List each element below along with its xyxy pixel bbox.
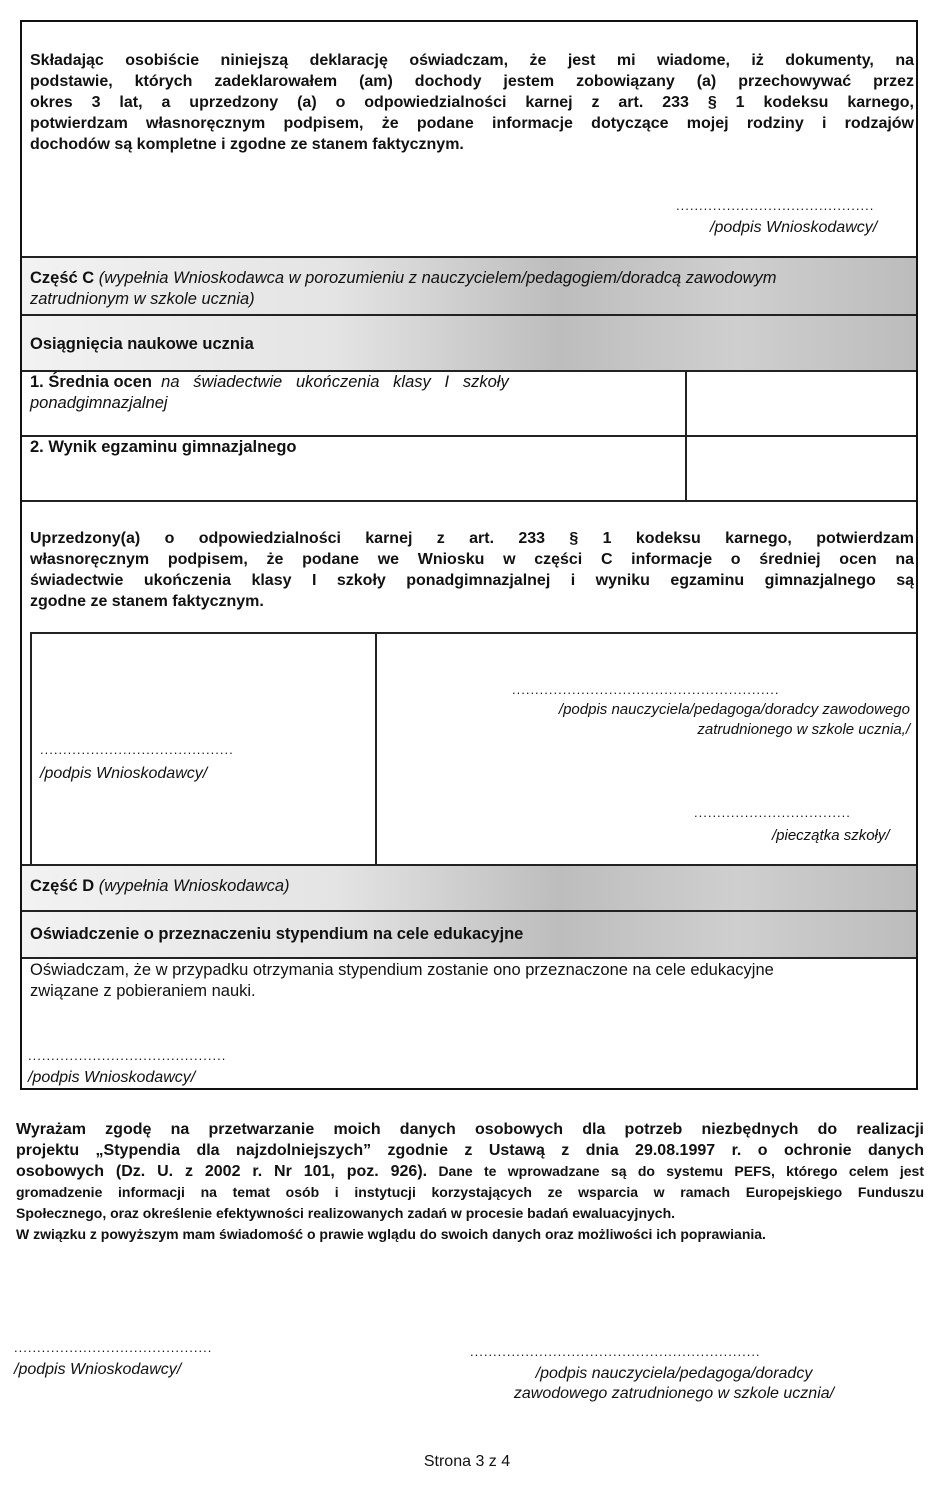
- declaration-line: Składając osobiście niniejszą deklarację oświadczam, że jest mi wiadome, iż dokumenty, na: [30, 52, 914, 69]
- rule-d-3: [22, 957, 916, 959]
- statement-line: zgodne ze stanem faktycznym.: [30, 593, 264, 610]
- item1-bold: 1. Średnia ocen: [30, 373, 152, 391]
- page-number: Strona 3 z 4: [423, 1453, 511, 1470]
- declaration-signature-label: /podpis Wnioskodawcy/: [710, 219, 878, 236]
- bottom-applicant-signature-line: ...........................................: [14, 1340, 213, 1355]
- declaration-line: dochodów są kompletne i zgodne ze stanem faktycznym.: [30, 136, 464, 153]
- section-c-label: Część C: [30, 269, 95, 287]
- consent-small-line: gromadzenie informacji na temat osób i instytucji korzystających ze wsparcia w ramach Europejskiego Funduszu: [16, 1184, 924, 1200]
- section-d-label: Część D: [30, 877, 95, 895]
- section-d-signature-label: /podpis Wnioskodawcy/: [28, 1069, 196, 1086]
- section-c-subtitle: (wypełnia Wnioskodawca w porozumieniu z nauczycielem/pedagogiem/doradcą zawodowym: [94, 269, 777, 287]
- rule-d-1: [22, 864, 916, 866]
- applicant-signature-label: /podpis Wnioskodawcy/: [40, 765, 208, 782]
- school-stamp-label: /pieczątka szkoły/: [772, 827, 890, 844]
- section-d-heading: Oświadczenie o przeznaczeniu stypendium na cele edukacyjne: [30, 925, 524, 943]
- section-d-text: [30, 960, 914, 1002]
- rule-sig-left: [30, 632, 32, 864]
- bottom-teacher-signature-line: ...............................................................: [470, 1344, 761, 1359]
- rule-c-4: [22, 500, 916, 502]
- achievements-heading: Osiągnięcia naukowe ucznia: [30, 335, 254, 353]
- rule-c-1: [22, 314, 916, 316]
- section-c-subtitle-2: zatrudnionym w szkole ucznia): [30, 290, 255, 308]
- bottom-teacher-signature-line1: /podpis nauczyciela/pedagoga/doradcy: [535, 1365, 813, 1382]
- consent-small-line: W związku z powyższym mam świadomość o prawie wglądu do swoich danych oraz możliwości ich poprawiania.: [16, 1226, 766, 1242]
- bottom-teacher-signature-line2: zawodowego zatrudnionego w szkole ucznia/: [513, 1385, 835, 1402]
- statement-line: Uprzedzony(a) o odpowiedzialności karnej z art. 233 § 1 kodeksu karnego, potwierdzam: [30, 530, 914, 547]
- school-stamp-line: ..................................: [694, 805, 851, 820]
- consent-line: projektu „Stypendia dla najzdolniejszych” zgodnie z Ustawą z dnia 29.08.1997 r. o ochronie danych: [16, 1142, 924, 1159]
- item1-line2: ponadgimnazjalnej: [30, 394, 168, 412]
- consent-line: Wyrażam zgodę na przetwarzanie moich danych osobowych dla potrzeb niezbędnych do realizacji: [16, 1121, 924, 1138]
- declaration-line: potwierdzam własnoręcznym podpisem, że podane informacje dotyczące mojej rodziny i rodzajów: [30, 115, 914, 132]
- teacher-signature-line: ..........................................................: [512, 682, 780, 697]
- rule-sig-top: [30, 632, 916, 634]
- declaration-line: okres 3 lat, a uprzedzony (a) o odpowiedzialności karnej z art. 233 § 1 kodeksu karnego,: [30, 94, 914, 111]
- statement-line: własnoręcznym podpisem, że podane we Wniosku w części C informacje o średniej ocen na: [30, 551, 914, 568]
- rule-d-2: [22, 910, 916, 912]
- section-d-subtitle: (wypełnia Wnioskodawca): [94, 877, 290, 895]
- section-d-line2: związane z pobieraniem nauki.: [30, 982, 256, 1000]
- declaration-text: [30, 50, 914, 155]
- consent-text: [16, 1119, 924, 1245]
- consent-small-line: Społecznego, oraz określenie efektywności realizowanych zadań w procesie badań ewaluacyjnych.: [16, 1205, 676, 1221]
- exam-result-value-cell[interactable]: [687, 437, 916, 500]
- section-d-signature-line: ...........................................: [28, 1048, 227, 1063]
- section-d-line1: Oświadczam, że w przypadku otrzymania stypendium zostanie ono przeznaczone na cele edukacyjne: [30, 961, 774, 979]
- teacher-signature-line2: zatrudnionego w szkole ucznia,/: [697, 721, 910, 738]
- statement-line: świadectwie ukończenia klasy I szkoły ponadgimnazjalnej i wyniku egzaminu gimnazjalnego są: [30, 572, 914, 589]
- exam-result-label: 2. Wynik egzaminu gimnazjalnego: [30, 438, 297, 456]
- bottom-applicant-signature-label: /podpis Wnioskodawcy/: [14, 1361, 182, 1378]
- teacher-signature-line1: /podpis nauczyciela/pedagoga/doradcy zawodowego: [558, 701, 910, 718]
- teacher-signature-label: [420, 700, 910, 740]
- declaration-signature-line: ...........................................: [676, 198, 875, 213]
- rule-after-declaration: [22, 256, 916, 258]
- section-d-header: [30, 876, 290, 897]
- applicant-signature-line: ..........................................: [40, 742, 234, 757]
- consent-line3-rest: Dane te wprowadzane są do systemu PEFS, którego celem jest: [427, 1163, 925, 1179]
- average-grade-label: [30, 372, 680, 414]
- declaration-line: podstawie, których zadeklarowałem (am) dochody jestem zobowiązany (a) przechowywać przez: [30, 73, 914, 90]
- consent-line3-bold: osobowych (Dz. U. z 2002 r. Nr 101, poz. 926).: [16, 1163, 428, 1180]
- section-c-statement: [30, 528, 914, 612]
- item1-rest: na świadectwie ukończenia klasy I szkoły: [151, 373, 509, 391]
- bottom-teacher-signature-label: [464, 1364, 884, 1404]
- rule-sig-divider: [375, 632, 377, 864]
- average-grade-value-cell[interactable]: [687, 372, 916, 435]
- section-c-header: [30, 268, 914, 310]
